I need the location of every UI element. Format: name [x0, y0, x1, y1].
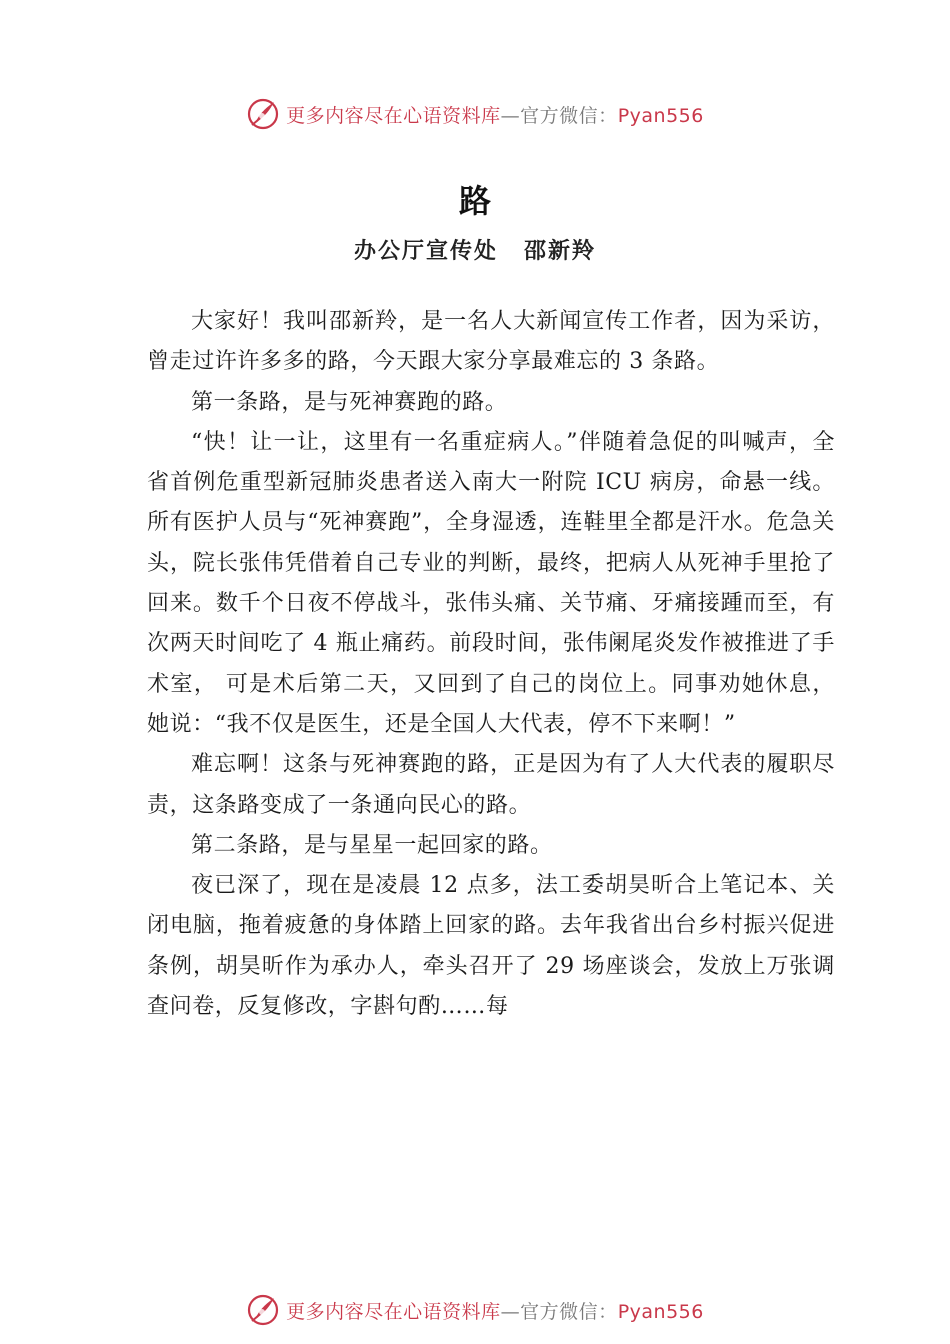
author-name: 邵新羚: [524, 238, 597, 264]
author-department: 办公厅宣传处: [353, 238, 498, 264]
author-line: [0, 234, 950, 265]
paragraph: 第一条路，是与死神赛跑的路。: [191, 389, 508, 415]
footer-banner-text: [286, 1297, 704, 1324]
paragraph: 夜已深了，现在是凌晨 12 点多，法工委胡昊昕合上笔记本、关闭电脑，拖着疲惫的身体踏上回家的路。去年我省出台乡村振兴促进条例，胡昊昕作为承办人，牵头召开了 29 场座谈会，发放上万张调查问卷，反复修改，字斟句酌……每: [147, 873, 835, 1020]
header-banner: [0, 94, 950, 134]
banner-site-text: 更多内容尽在心语资料库: [286, 1300, 501, 1323]
paragraph: “快！让一让，这里有一名重症病人。”伴随着急促的叫喊声，全省首例危重型新冠肺炎患者送入南大一附院 ICU 病房，命悬一线。所有医护人员与“死神赛跑”，全身湿透，连鞋里全都是汗水。危急关头，院长张伟凭借着自己专业的判断，最终，把病人从死神手里抢了回来。数千个日夜不停战斗，张伟头痛、关节痛、牙痛接踵而至，有次两天时间吃了 4 瓶止痛药。前段时间，张伟阑尾炎发作被推进了手术室， 可是术后第二天，又回到了自己的岗位上。同事劝她休息， 她说：“我不仅是医生，还是全国人大代表，停不下来啊！”: [147, 429, 835, 737]
banner-wechat-label: 官方微信：: [520, 1300, 618, 1323]
banner-site-text: 更多内容尽在心语资料库: [286, 104, 501, 127]
paragraph: 难忘啊！这条与死神赛跑的路，正是因为有了人大代表的履职尽责，这条路变成了一条通向民心的路。: [147, 752, 835, 818]
paragraph: 大家好！我叫邵新羚，是一名人大新闻宣传工作者，因为采访，曾走过许许多多的路，今天跟大家分享最难忘的 3 条路。: [147, 309, 835, 375]
document-body: [147, 302, 835, 1027]
paragraph: 第二条路，是与星星一起回家的路。: [191, 832, 553, 858]
quill-logo-icon: [246, 1293, 280, 1327]
header-banner-text: [286, 101, 704, 128]
banner-separator: —: [500, 104, 521, 127]
banner-wechat-id: Pyan556: [617, 1300, 704, 1323]
footer-banner: [0, 1290, 950, 1330]
banner-separator: —: [500, 1300, 521, 1323]
banner-wechat-label: 官方微信：: [520, 104, 618, 127]
document-title: 路: [458, 182, 491, 220]
banner-wechat-id: Pyan556: [617, 104, 704, 127]
quill-logo-icon: [246, 97, 280, 131]
